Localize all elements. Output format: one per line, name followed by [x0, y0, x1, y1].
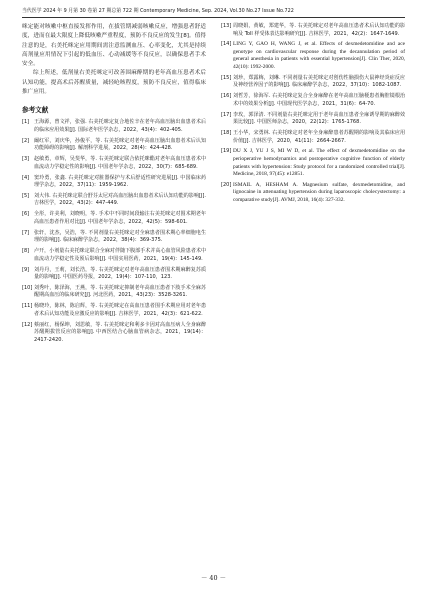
reference-item	[22, 303, 206, 318]
reference-item	[22, 175, 206, 190]
reference-item	[22, 322, 206, 345]
reference-text: 赵敏勇，章辉，吴斐华，等. 右美托咪定联合依托咪酯对老年高血压患者术中血流动力学稳定性的影响[J]. 中国老年学杂志，2022，30(7)：685-689.	[34, 156, 206, 170]
body-paragraph-1: 咪定能对咳嗽中枢直接发挥作用，在拔管期减弱咳嗽反应，增强患者舒适度，进而在最大限度上降低咳嗽严重程度，预防不良反应的发生[8]。值得注意的是，右美托咪定应用期间需注意监测血压、心率变化，尤其是持续高剂量应用情况下引起的低血压、心动减缓等不良反应，以确保患者手术安全。	[22, 24, 206, 68]
reference-number: [6]	[22, 211, 30, 218]
reference-text: 窦玲勇，张鑫. 右美托咪定对脏器保护与术后舒适性研究进展[J]. 中国临床药理学杂志，2022，37(11)：1959-1962.	[34, 174, 206, 189]
reference-text: 张轩，沈杰，吴浩，等. 不同剂量右美托咪定对全麻患者围术期心率细胞电生理的影响[J]. 临床麻醉学杂志，2022，38(4)：369-375.	[34, 229, 206, 244]
left-column	[22, 23, 206, 348]
reference-number: [3]	[22, 156, 30, 163]
running-header: 当代医学 2024 年 9 月第 30 卷第 27 期总第 722 期 Contemporary Medicine, Sep. 2024, Vol.30 No.27 Issue No.722	[22, 6, 405, 18]
reference-text: 王海源，曾文祥，张强. 右美托咪定复合地佐辛在老年高血压脑出血患者术后的临床应用效果[J]. 国际老年医学杂志，2022，43(4)：402-405.	[34, 119, 206, 133]
reference-number: [14]	[221, 41, 232, 48]
reference-item	[221, 112, 405, 127]
reference-item	[22, 156, 206, 171]
reference-text: 阚红军，刘庆华，孙俊平，等. 右美托咪定对老年高血压脑出血患者术后认知功能障碍的影响[J]. 解剖科学进展，2022，28(4)：424-428.	[34, 137, 206, 152]
reference-text: 周晓娟，黄敏，郑建华，等. 右美托咪定对老年高血压患者术后认知功能的影响及 Toll 样受体表达影响研究[J]. 吉林医学，2021，42(2)：1647-1649.	[233, 23, 405, 37]
reference-item	[22, 248, 206, 263]
reference-number: [8]	[22, 248, 30, 255]
reference-number: [2]	[22, 137, 30, 144]
reference-item	[221, 41, 405, 71]
reference-number: [15]	[221, 74, 232, 81]
reference-item	[221, 148, 405, 178]
reference-item	[22, 211, 206, 226]
reference-text: 刘秀叶，陈泽海，王燕，等. 右美托咪定抑制老年高血压患者下肢手术全麻苏醒期高血压的临床研究[J]. 河北医药，2021，43(23)：3528-3261.	[34, 284, 206, 299]
reference-number: [10]	[22, 284, 33, 291]
reference-number: [17]	[221, 111, 232, 118]
reference-text: 卢开，小剂量右美托咪定联合全麻对伴随下腹部手术并高心血管风险患者术中血流动力学稳定性及预后影响[J]. 中国实用医药，2021，19(4)：145-149.	[34, 248, 206, 262]
reference-number: [7]	[22, 229, 30, 236]
reference-number: [5]	[22, 192, 30, 199]
reference-text: DU X J, YU J S, MI W D, et al. The effect of dexmedetomidine on the perioperative hemodynamics and postoperative cognitive function of elderly patients with hypertension: Study protocol for a randomized controlled trial[J]. Medicine, 2018, 97(45): e12851.	[233, 148, 405, 178]
reference-item	[22, 267, 206, 282]
reference-number: [9]	[22, 266, 30, 273]
references-title: 参考文献	[22, 106, 49, 115]
reference-number: [16]	[221, 93, 232, 100]
reference-text: 刘大伟. 右美托咪定联合舒芬太尼对高血压脑出血患者术后认知功能的影响[J]. 吉林医学，2022，43(2)：447-449.	[34, 192, 206, 207]
reference-number: [12]	[22, 321, 33, 328]
reference-item	[22, 138, 206, 153]
reference-list-left	[22, 119, 206, 344]
reference-item	[22, 119, 206, 134]
reference-text: 李玫，郭泽清. 不同剂量右美托咪定用于老年高血压患者全麻诱导期的麻醉效果比较[J]. 中国医师杂志，2020，22(12)：1765-1768.	[233, 111, 405, 126]
reference-text: 刘丹丹，王莉，刘长浩，等. 右美托咪定对老年高血压患者围术期麻醉复苏质量的影响[J]. 中国医药导报，2022，19(4)：107-110，123.	[34, 266, 206, 281]
reference-text: 杨晓玲，陈林，陈启辉，等. 右美托咪定在高血压患者围手术期应用对老年患者术后认知功能及应激反应的影响[J]. 吉林医学，2021，42(3)：621-622.	[34, 303, 206, 317]
reference-number: [18]	[221, 130, 232, 137]
reference-item	[221, 23, 405, 38]
reference-list-right	[221, 23, 405, 205]
reference-text: 王小华，宋勇林. 右美托咪定对老年全身麻醉患者苏醒期的影响及其临床应用价值[J]. 吉林医学，2020，41(11)：2664-2667.	[233, 130, 405, 144]
reference-item	[22, 193, 206, 208]
reference-text: LING Y, GAO H, WANG J, et al. Effects of dexmedetomidine and ace genotype on cardiovascular response during the decannulation period of general anesthesia in patients with essential hypertension[J]. Clin Ther, 2020, 42(10): 1992-2000.	[233, 41, 405, 71]
reference-number: [19]	[221, 148, 232, 155]
reference-item	[221, 130, 405, 145]
reference-item	[221, 93, 405, 108]
reference-item	[22, 230, 206, 245]
reference-number: [4]	[22, 174, 30, 181]
reference-text: 刘珍，郑露梅，刘琳. 不同剂量右美托咪定对创伤性脑损伤大鼠神经炎症反应及神经营养因子的影响[J]. 临床麻醉学杂志，2022，37(10)：1082-1087.	[233, 74, 405, 89]
reference-text: 蔡丽红，杨保坤，刘思敏，等. 右美托咪定和利多卡因对高血压病人全身麻醉苏醒期拔管反应的影响[J]. 中西医结合心脑血管病杂志，2021，19(14)：2417-2420.	[34, 321, 206, 343]
page-number: － 40 －	[201, 574, 226, 582]
reference-number: [1]	[22, 119, 30, 126]
reference-number: [20]	[221, 181, 232, 188]
reference-item	[221, 182, 405, 205]
reference-text: 刘哲芳，徐海军. 右美托咪定复合全身麻醉在老年高血压脑梗患者胸腔镜根治术中的效果分析[J]. 中国现代医学杂志，2021，31(6)：64-70.	[233, 93, 405, 107]
reference-text: ISMAIL A, HESHAM A. Magnesium sulfate, dexmedetomidine, and lignocaine in attenuating hypertension during laparoscopic cholecystectomy: a comparative study[J]. AVMJ, 2018, 16(4): 327-332.	[233, 181, 405, 204]
reference-text: 全彤，许美利，刘晓明，等. 手术中不同时间段输注右美托咪定对围术期老年高血压患者作用对比[J]. 中国老年学杂志，2022，42(5)：598-601.	[34, 211, 206, 225]
reference-number: [11]	[22, 303, 33, 310]
body-paragraph-2: 综上所述，低剂量右美托咪定可改善围麻醉期的老年高血压患者术后认知功能，提高术后苏醒质量，减轻呛咳程度，预防不良反应，值得临床推广应用。	[22, 70, 206, 96]
reference-item	[22, 285, 206, 300]
reference-number: [13]	[221, 23, 232, 29]
right-column	[221, 23, 405, 208]
reference-item	[221, 75, 405, 90]
